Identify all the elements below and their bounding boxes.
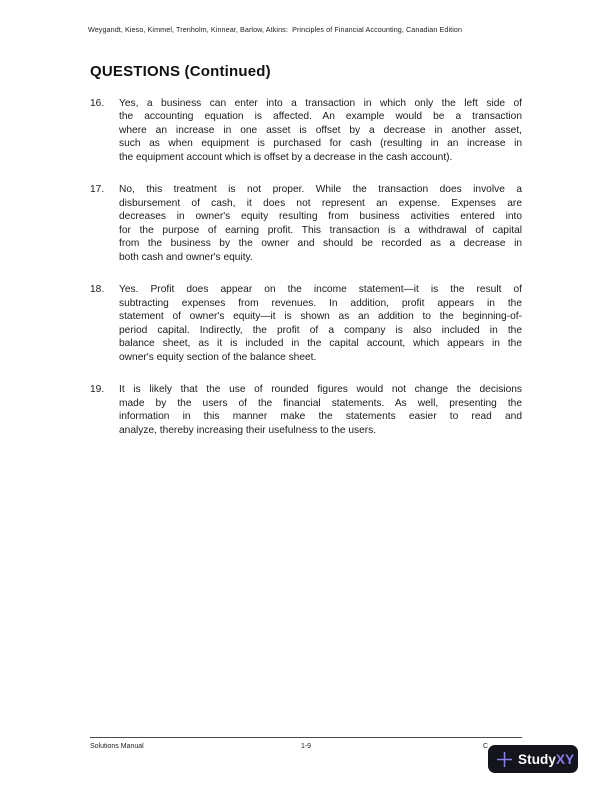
question-item-17 [90,183,522,264]
question-item-18 [90,283,522,364]
studyxy-wordmark [518,752,574,767]
question-item-19 [90,383,522,437]
footer-copyright-partial: C [483,743,489,750]
question-number: 18. [90,284,105,295]
wordmark-xy: XY [556,751,575,767]
wordmark-study: Study [518,751,557,767]
footer-page-number: 1-9 [300,743,312,750]
questions-list [90,97,522,457]
question-number: 16. [90,97,105,109]
question-item-16 [90,97,522,165]
running-header: Weygandt, Kieso, Kimmel, Trenholm, Kinnear, Barlow, Atkins: Principles of Financial Accounting, Canadian Edition [88,25,463,34]
question-answer-text: No, this treatment is not proper. While the transaction does involve a disbursement of cash, it does not represent an expense. Expenses are decreases in owner's equity resulting from business activities entered into for the purpose of earning profit. This transaction is a withdrawal of capital from the business by the owner and should be recorded as a decrease in both cash and owner's equity. [119,184,522,263]
question-answer-text: Yes. Profit does appear on the income statement—it is the result of subtracting expenses from revenues. In addition, profit appears in the statement of owner's equity—it is shown as an addition to the beginning-of- period capital. Indirectly, the profit of a company is also included in the balance sheet, as it is included in the capital account, which appears in the owner's equity section of the balance sheet. [119,284,522,363]
question-answer-text: Yes, a business can enter into a transaction in which only the left side of the accounting equation is affected. An example would be a transaction where an increase in one asset is offset by a decrease in another asset, such as when equipment is purchased for cash (resulting in an increase in the equipment account which is offset by a decrease in the cash account). [119,97,522,163]
question-number: 17. [90,184,105,195]
footer-document-name: Solutions Manual [90,743,144,750]
footer-divider [90,737,522,738]
question-answer-text: It is likely that the use of rounded figures would not change the decisions made by the users of the financial statements. As well, presenting the information in this manner make the statements easier to read and analyze, thereby increasing their usefulness to the users. [119,384,522,436]
studyxy-badge[interactable] [488,745,578,773]
page-title: QUESTIONS (Continued) [90,63,271,80]
plus-icon [496,751,513,768]
question-number: 19. [90,384,105,395]
